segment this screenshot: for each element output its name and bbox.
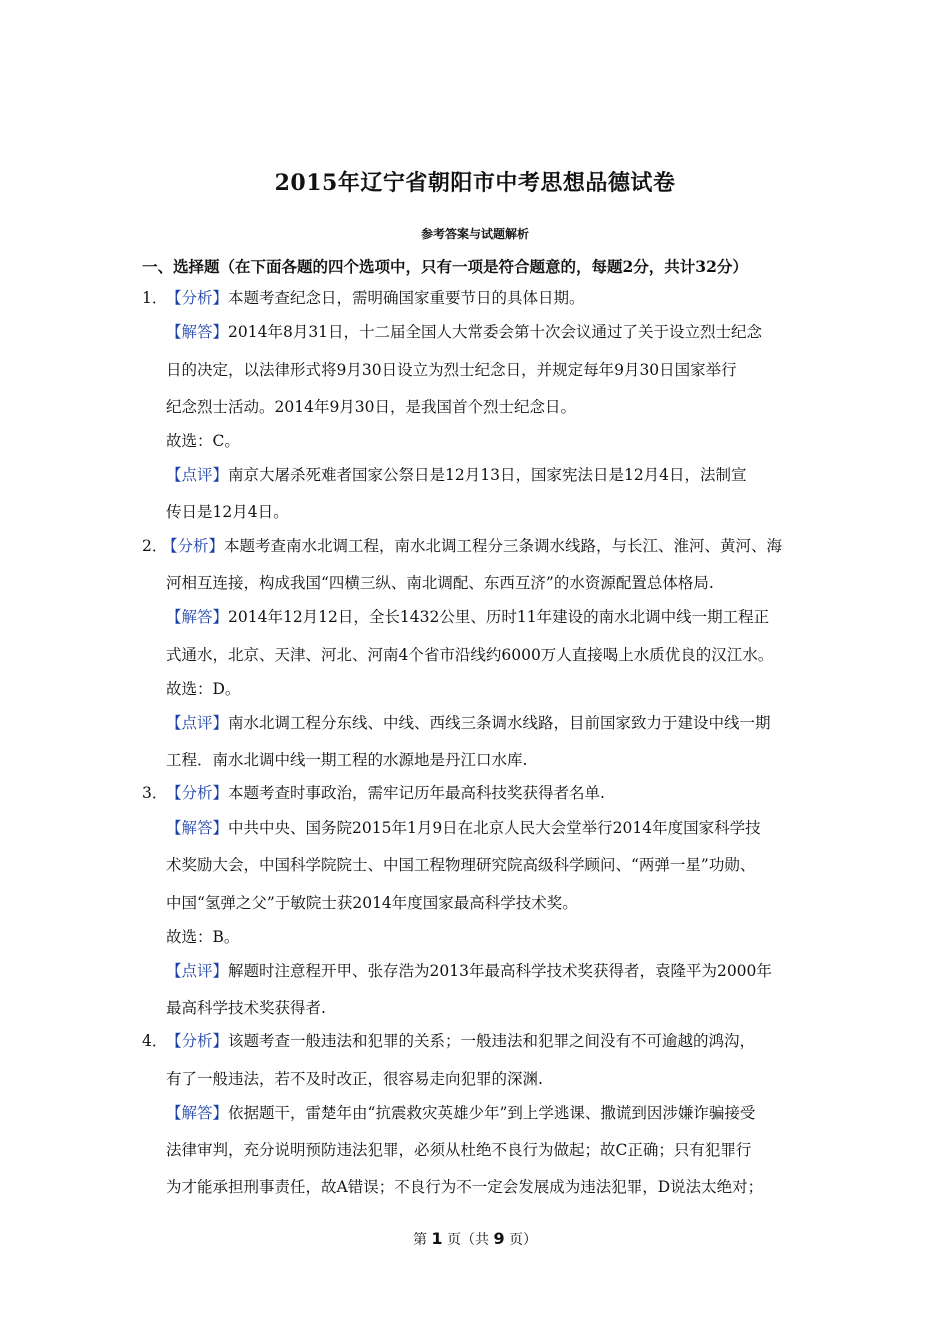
question-4-answer-line [166, 1103, 755, 1123]
question-4-analysis [142, 1031, 755, 1051]
analysis-text: 本题考查纪念日，需明确国家重要节日的具体日期。 [228, 289, 585, 307]
question-2-answer-line [166, 607, 769, 627]
question-1-comment-line: 传日是12月4日。 [166, 503, 289, 521]
answer-tag: 【解答】 [166, 1104, 229, 1122]
answer-text: 中共中央、国务院2015年1月9日在北京人民大会堂举行2014年度国家科学技 [228, 819, 761, 837]
footer-suffix: 页） [509, 1232, 538, 1248]
analysis-tag: 【分析】 [162, 537, 225, 555]
question-1-answer-line: 纪念烈士活动。2014年9月30日，是我国首个烈士纪念日。 [166, 398, 577, 416]
question-2-comment-line [166, 713, 771, 733]
comment-tag: 【点评】 [166, 962, 229, 980]
answer-tag: 【解答】 [166, 323, 229, 341]
question-number: 2． [142, 537, 168, 555]
comment-text: 南京大屠杀死难者国家公祭日是12月13日，国家宪法日是12月4日，法制宣 [228, 466, 747, 484]
question-3-answer-line [166, 818, 761, 838]
question-1-answer-line [166, 322, 762, 342]
total-pages: 9 [493, 1229, 505, 1248]
answer-tag: 【解答】 [166, 608, 229, 626]
comment-tag: 【点评】 [166, 714, 229, 732]
question-number: 4． [142, 1032, 168, 1050]
question-2-analysis-line: 河相互连接，构成我国“四横三纵、南北调配、东西互济”的水资源配置总体格局. [166, 574, 714, 592]
footer-prefix: 第 [412, 1232, 427, 1248]
analysis-tag: 【分析】 [166, 289, 229, 307]
question-4-answer-line: 法律审判，充分说明预防违法犯罪，必须从杜绝不良行为做起；故C正确；只有犯罪行 [166, 1141, 752, 1159]
question-number: 3． [142, 784, 168, 802]
question-3-choice: 故选：B。 [166, 928, 240, 946]
answer-text: 2014年12月12日，全长1432公里、历时11年建设的南水北调中线一期工程正 [228, 608, 770, 626]
document-title: 2015年辽宁省朝阳市中考思想品德试卷 [274, 170, 676, 196]
answer-text: 2014年8月31日，十二届全国人大常委会第十次会议通过了关于设立烈士纪念 [228, 323, 763, 341]
section-heading: 一、选择题（在下面各题的四个选项中，只有一项是符合题意的，每题2分，共计32分） [142, 257, 748, 276]
answer-tag: 【解答】 [166, 819, 229, 837]
question-1-analysis [142, 288, 585, 308]
comment-text: 南水北调工程分东线、中线、西线三条调水线路，目前国家致力于建设中线一期 [228, 714, 771, 732]
answer-text: 依据题干，雷楚年由“抗震救灾英雄少年”到上学逃课、撒谎到因涉嫌诈骗接受 [228, 1104, 756, 1122]
page-footer [0, 1229, 950, 1249]
question-1-answer-line: 日的决定，以法律形式将9月30日设立为烈士纪念日，并规定每年9月30日国家举行 [166, 361, 737, 379]
document-subtitle: 参考答案与试题解析 [420, 227, 529, 241]
question-2-answer-line: 式通水，北京、天津、河北、河南4个省市沿线约6000万人直接喝上水质优良的汉江水。 [166, 646, 774, 664]
analysis-text: 本题考查时事政治，需牢记历年最高科技奖获得者名单. [228, 784, 605, 802]
question-4-answer-line: 为才能承担刑事责任，故A错误；不良行为不一定会发展成为违法犯罪，D说法太绝对； [166, 1178, 764, 1196]
question-2-analysis [142, 536, 782, 556]
analysis-text: 本题考查南水北调工程，南水北调工程分三条调水线路，与长江、淮河、黄河、海 [224, 537, 783, 555]
question-3-comment-line: 最高科学技术奖获得者. [166, 999, 326, 1017]
question-3-analysis [142, 783, 605, 803]
comment-tag: 【点评】 [166, 466, 229, 484]
footer-middle: 页（共 [447, 1232, 489, 1248]
question-3-answer-line: 术奖励大会，中国科学院院士、中国工程物理研究院高级科学顾问、“两弹一星”功勋、 [166, 856, 756, 874]
comment-text: 解题时注意程开甲、张存浩为2013年最高科学技术奖获得者，袁隆平为2000年 [228, 962, 772, 980]
question-4-analysis-line: 有了一般违法，若不及时改正，很容易走向犯罪的深渊. [166, 1070, 543, 1088]
question-1-comment-line [166, 465, 747, 485]
question-number: 1． [142, 289, 168, 307]
question-2-choice: 故选：D。 [166, 680, 241, 698]
question-2-comment-line: 工程．南水北调中线一期工程的水源地是丹江口水库. [166, 751, 528, 769]
question-3-comment-line [166, 961, 772, 981]
analysis-text: 该题考查一般违法和犯罪的关系；一般违法和犯罪之间没有不可逾越的鸿沟， [228, 1032, 756, 1050]
page-number: 1 [431, 1229, 443, 1248]
analysis-tag: 【分析】 [166, 784, 229, 802]
question-1-choice: 故选：C。 [166, 432, 240, 450]
question-3-answer-line: 中国“氢弹之父”于敏院士获2014年度国家最高科学技术奖。 [166, 894, 578, 912]
analysis-tag: 【分析】 [166, 1032, 229, 1050]
